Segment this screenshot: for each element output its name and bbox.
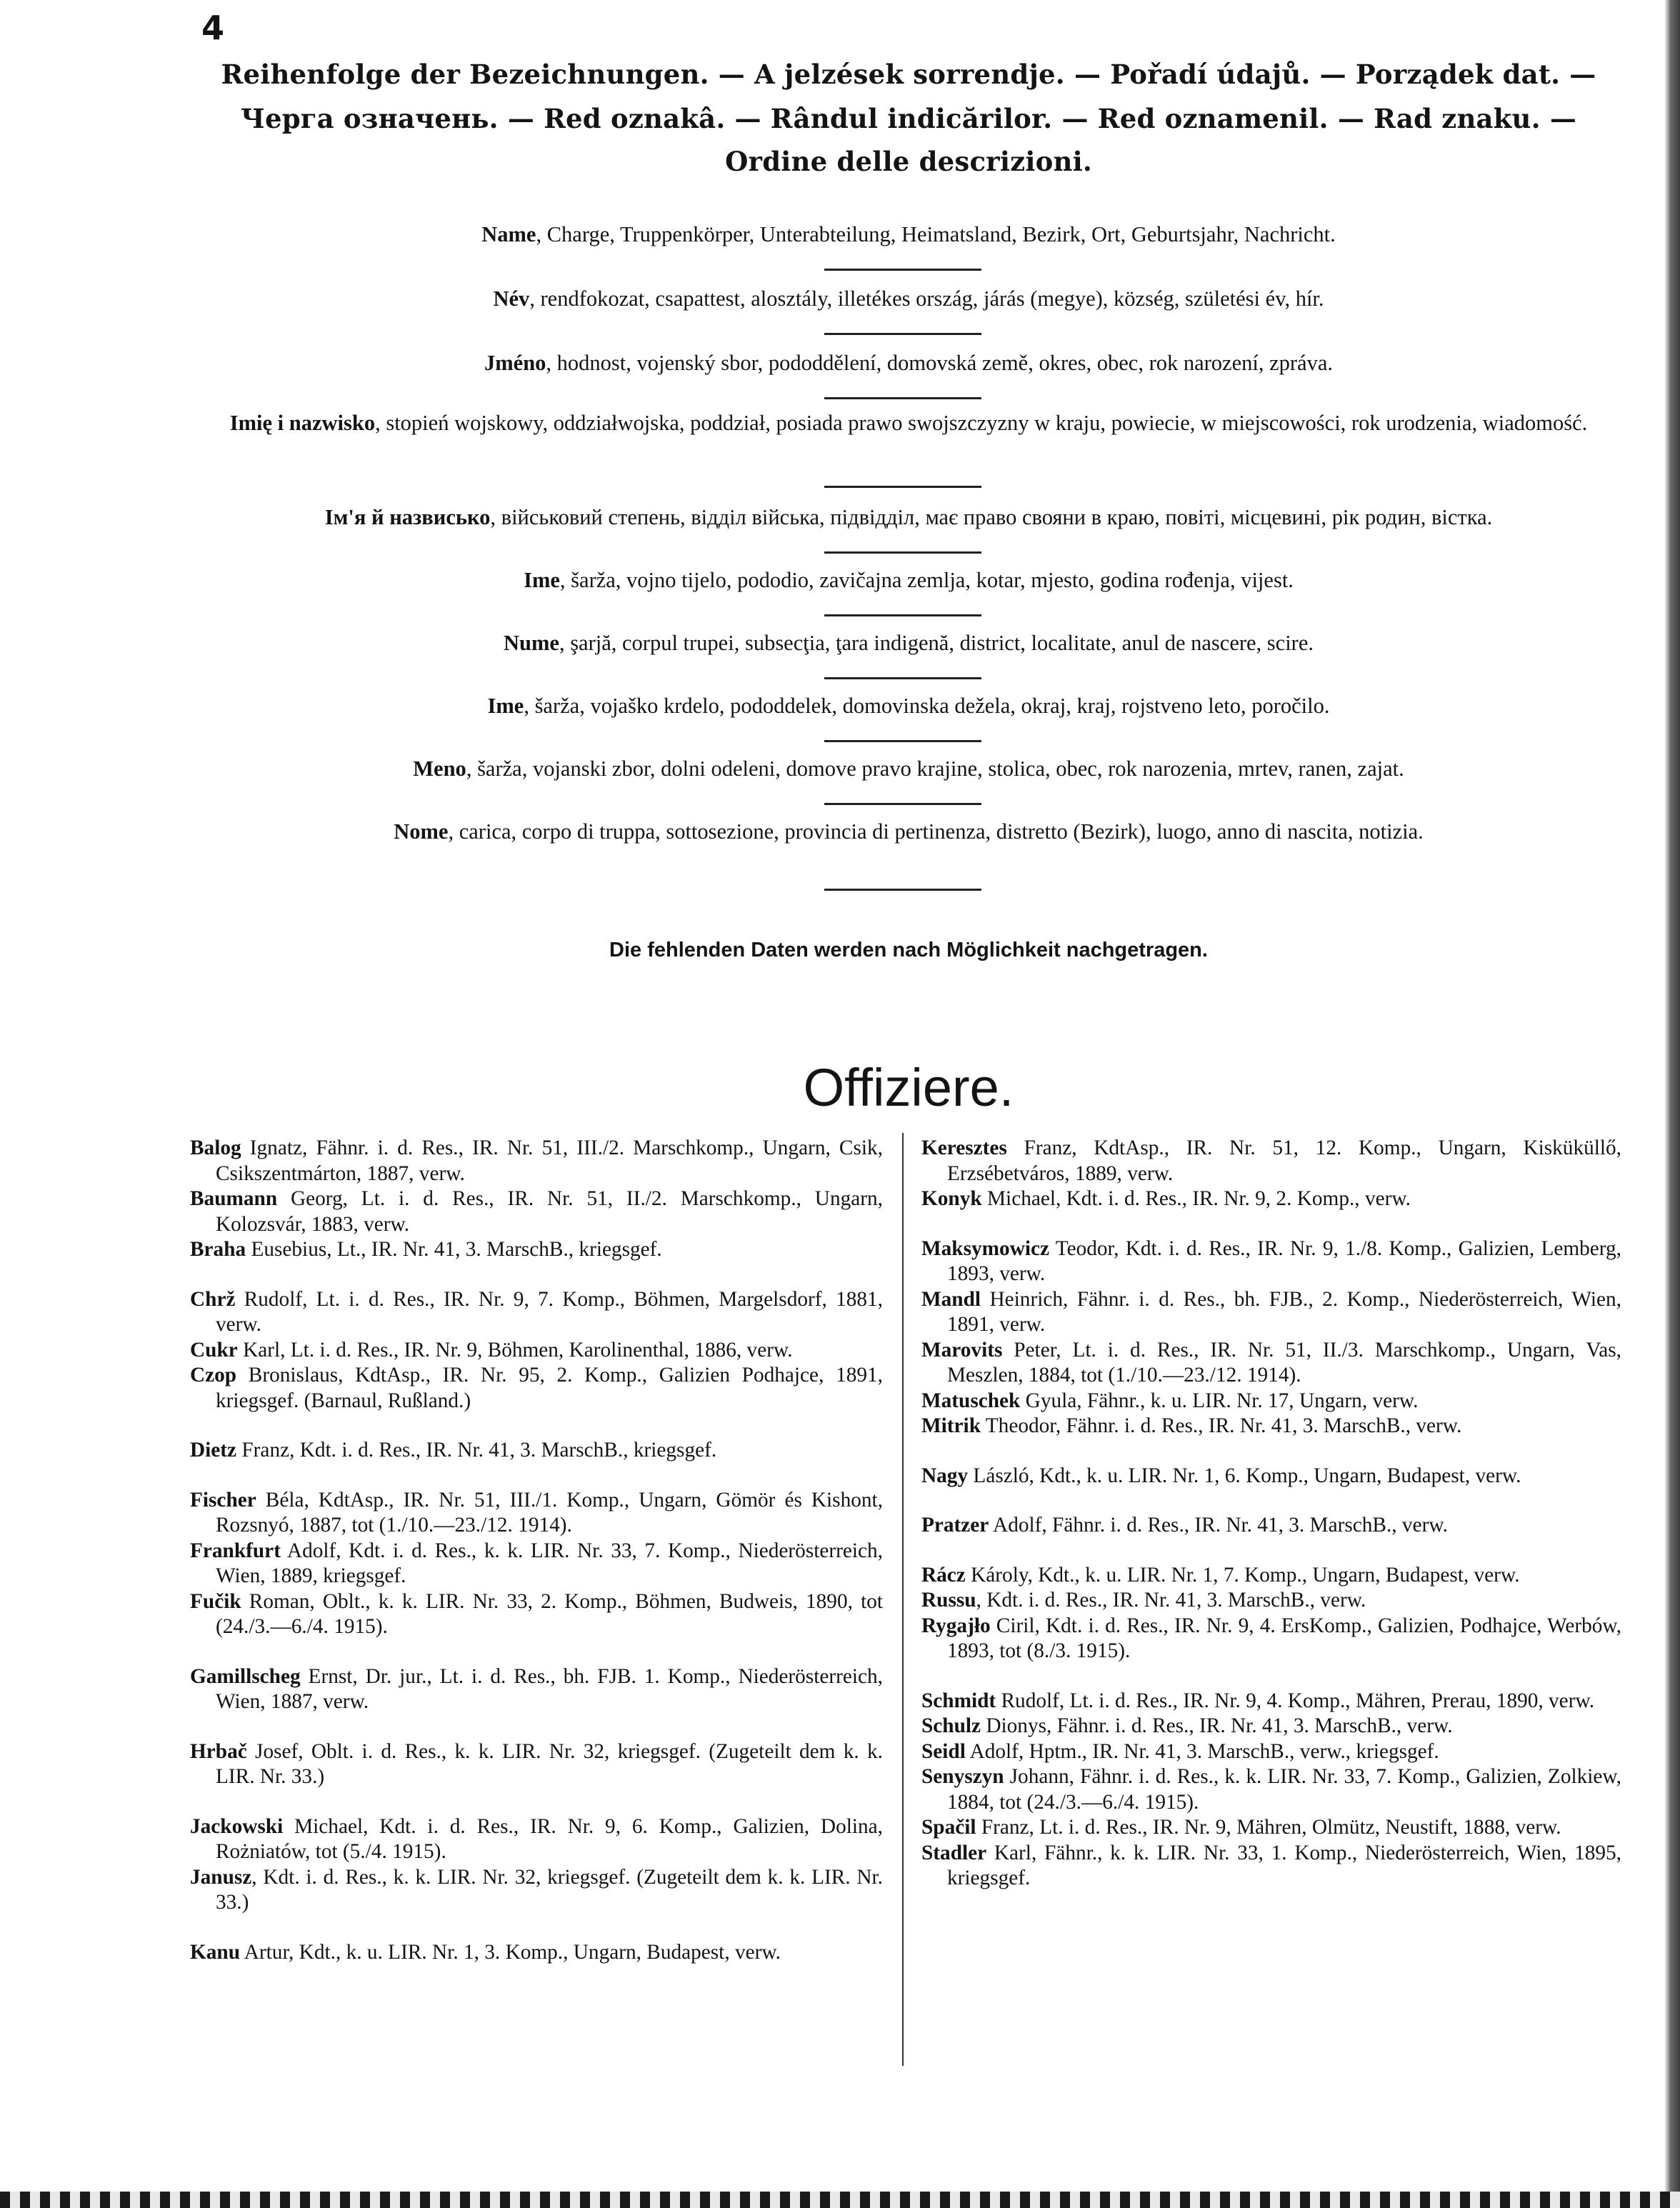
legend-german: Name, Charge, Truppenkörper, Unterabteilung, Heimatsland, Bezirk, Ort, Geburtsjahr, Nachricht. bbox=[481, 222, 1336, 246]
officer-entry bbox=[921, 1338, 1621, 1389]
officer-entry bbox=[921, 1841, 1621, 1892]
officer-surname: Maksymowicz bbox=[921, 1237, 1049, 1260]
officer-surname: Janusz bbox=[190, 1865, 252, 1889]
officer-entry bbox=[190, 1338, 883, 1364]
officer-surname: Spačil bbox=[921, 1816, 976, 1839]
scan-edge-right bbox=[1664, 0, 1680, 2208]
left-column bbox=[190, 1136, 883, 1965]
separator bbox=[824, 269, 981, 271]
officer-surname: Seidl bbox=[921, 1739, 966, 1763]
officer-surname: Rygajło bbox=[921, 1614, 991, 1637]
missing-data-note: Die fehlenden Daten werden nach Möglichkeit nachgetragen. bbox=[609, 939, 1208, 961]
officer-details: , Kdt. i. d. Res., k. k. LIR. Nr. 32, kriegsgef. (Zugeteilt dem k. k. LIR. Nr. 33.) bbox=[216, 1865, 883, 1914]
officer-entry bbox=[190, 1814, 883, 1865]
legend-czech: Jméno, hodnost, vojenský sbor, pododdělení, domovská země, okres, obec, rok narození, zpráva. bbox=[484, 351, 1333, 375]
separator bbox=[824, 614, 981, 616]
officer-entry bbox=[921, 1714, 1621, 1739]
officer-surname: Baumann bbox=[190, 1187, 278, 1210]
officer-surname: Dietz bbox=[190, 1439, 237, 1462]
header-line-1: Reihenfolge der Bezeichnungen. — A jelzések sorrendje. — Pořadí údajů. — Porządek dat. — bbox=[221, 59, 1596, 90]
officer-entry bbox=[190, 1488, 883, 1539]
officer-details: Bronislaus, KdtAsp., IR. Nr. 95, 2. Komp., Galizien Podhajce, 1891, kriegsgef. (Barnaul, Rußland.) bbox=[216, 1364, 883, 1412]
separator bbox=[824, 333, 981, 335]
officer-surname: Nagy bbox=[921, 1464, 969, 1487]
officer-entry bbox=[921, 1136, 1621, 1187]
officer-details: Michael, Kdt. i. d. Res., IR. Nr. 9, 6. Komp., Galizien, Dolina, Rożniatów, tot (5./4. 1915). bbox=[216, 1814, 883, 1863]
separator bbox=[824, 803, 981, 805]
scan-edge-bottom bbox=[0, 2192, 1680, 2208]
officer-surname: Cukr bbox=[190, 1338, 238, 1362]
section-title: Offiziere. bbox=[803, 1058, 1014, 1117]
officer-entry bbox=[190, 1539, 883, 1589]
officer-details: Adolf, Hptm., IR. Nr. 41, 3. MarschB., verw., kriegsgef. bbox=[965, 1739, 1439, 1763]
officer-surname: Frankfurt bbox=[190, 1539, 281, 1562]
officer-surname: Mitrik bbox=[921, 1414, 981, 1437]
officer-entry bbox=[921, 1187, 1621, 1212]
officer-details: Peter, Lt. i. d. Res., IR. Nr. 51, II./3. Marschkomp., Ungarn, Vas, Meszlen, 1884, tot (1./10.—23./12. 1914). bbox=[947, 1338, 1621, 1387]
officer-details: Franz, KdtAsp., IR. Nr. 51, 12. Komp., Ungarn, Kisküküllő, Erzsébetváros, 1889, verw. bbox=[947, 1137, 1621, 1185]
officer-entry bbox=[190, 1363, 883, 1414]
officer-surname: Jackowski bbox=[190, 1814, 284, 1838]
officer-entry bbox=[190, 1865, 883, 1916]
separator bbox=[824, 740, 981, 742]
officer-details: Teodor, Kdt. i. d. Res., IR. Nr. 9, 1./8. Komp., Galizien, Lemberg, 1893, verw. bbox=[947, 1237, 1621, 1285]
separator bbox=[824, 397, 981, 399]
officer-entry bbox=[921, 1815, 1621, 1841]
officer-surname: Schulz bbox=[921, 1714, 981, 1737]
legend-italian: Nome, carica, corpo di truppa, sottosezione, provincia di pertinenza, distretto (Bezirk), luogo, anno di nascita, notizia. bbox=[394, 819, 1424, 844]
officer-entry bbox=[190, 1287, 883, 1338]
officer-surname: Konyk bbox=[921, 1187, 982, 1210]
officer-entry bbox=[921, 1414, 1621, 1439]
officer-surname: Fučik bbox=[190, 1589, 241, 1613]
officer-details: Artur, Kdt., k. u. LIR. Nr. 1, 3. Komp., Ungarn, Budapest, verw. bbox=[240, 1940, 781, 1964]
officer-details: Roman, Oblt., k. k. LIR. Nr. 33, 2. Komp., Böhmen, Budweis, 1890, tot (24./3.—6./4. 1915). bbox=[216, 1589, 883, 1638]
page-number: 4 bbox=[201, 9, 225, 47]
officer-surname: Gamillscheg bbox=[190, 1664, 301, 1688]
officer-entry bbox=[190, 1438, 883, 1464]
legend-slovenian: Ime, šarža, vojaško krdelo, pododdelek, domovinska dežela, okraj, kraj, rojstveno leto, poročilo. bbox=[487, 694, 1330, 718]
officer-entry bbox=[921, 1237, 1621, 1287]
right-column bbox=[921, 1136, 1621, 1892]
officer-entry bbox=[921, 1739, 1621, 1765]
officer-entry bbox=[921, 1588, 1621, 1614]
separator bbox=[824, 486, 981, 488]
officer-details: Ernst, Dr. jur., Lt. i. d. Res., bh. FJB. 1. Komp., Niederösterreich, Wien, 1887, verw. bbox=[216, 1664, 883, 1713]
officer-details: Rudolf, Lt. i. d. Res., IR. Nr. 9, 7. Komp., Böhmen, Margelsdorf, 1881, verw. bbox=[216, 1287, 883, 1336]
officer-entry bbox=[190, 1940, 883, 1966]
officer-surname: Braha bbox=[190, 1238, 246, 1261]
separator bbox=[824, 551, 981, 554]
officer-surname: Schmidt bbox=[921, 1689, 996, 1712]
officer-surname: Stadler bbox=[921, 1841, 987, 1864]
officer-surname: Balog bbox=[190, 1137, 241, 1159]
legend-croatian: Ime, šarža, vojno tijelo, pododio, zavičajna zemlja, kotar, mjesto, godina rođenja, vijest. bbox=[524, 568, 1294, 592]
legend-ruthenian: Ім'я й назвисько, військовий степень, відділ війська, підвідділ, має право свояни в краю, повіті, місцевині, рік родин, вістка. bbox=[324, 505, 1493, 529]
officer-entry bbox=[921, 1563, 1621, 1589]
officer-entry bbox=[190, 1187, 883, 1237]
column-divider bbox=[902, 1133, 904, 2066]
header-line-3: Ordine delle descrizioni. bbox=[725, 146, 1092, 177]
officer-surname: Hrbač bbox=[190, 1739, 247, 1763]
officer-details: László, Kdt., k. u. LIR. Nr. 1, 6. Komp., Ungarn, Budapest, verw. bbox=[968, 1464, 1521, 1487]
officer-details: , Kdt. i. d. Res., IR. Nr. 41, 3. MarschB., verw. bbox=[976, 1589, 1366, 1612]
legend-romanian: Nume, şarjă, corpul trupei, subsecţia, ţara indigenă, district, localitate, anul de nascere, scire. bbox=[504, 631, 1314, 655]
legend-hungarian: Név, rendfokozat, csapattest, alosztály, illetékes ország, járás (megye), község, születési év, hír. bbox=[493, 286, 1324, 311]
officer-entry bbox=[190, 1237, 883, 1263]
officer-details: Eusebius, Lt., IR. Nr. 41, 3. MarschB., kriegsgef. bbox=[246, 1238, 662, 1261]
officer-surname: Czop bbox=[190, 1364, 237, 1387]
officer-entry bbox=[921, 1464, 1621, 1489]
officer-details: Karl, Fähnr., k. k. LIR. Nr. 33, 1. Komp., Niederösterreich, Wien, 1895, kriegsgef. bbox=[947, 1841, 1621, 1889]
officer-details: Ignatz, Fähnr. i. d. Res., IR. Nr. 51, III./2. Marschkomp., Ungarn, Csik, Csikszentmárton, 1887, verw. bbox=[216, 1137, 883, 1185]
officer-surname: Chrž bbox=[190, 1287, 236, 1311]
officer-entry bbox=[190, 1664, 883, 1715]
separator bbox=[824, 889, 981, 891]
officer-details: Gyula, Fähnr., k. u. LIR. Nr. 17, Ungarn, verw. bbox=[1020, 1389, 1419, 1412]
officer-surname: Matuschek bbox=[921, 1389, 1021, 1412]
officer-details: Josef, Oblt. i. d. Res., k. k. LIR. Nr. 32, kriegsgef. (Zugeteilt dem k. k. LIR. Nr. 33.) bbox=[216, 1739, 883, 1788]
legend-slovak: Meno, šarža, vojanski zbor, dolni odeleni, domove pravo krajine, stolica, obec, rok narozenia, mrtev, ranen, zajat. bbox=[413, 756, 1404, 781]
officer-details: Ciril, Kdt. i. d. Res., IR. Nr. 9, 4. ErsKomp., Galizien, Podhajce, Werbów, 1893, tot (8./3. 1915). bbox=[947, 1614, 1621, 1662]
officer-details: Johann, Fähnr. i. d. Res., k. k. LIR. Nr. 33, 7. Komp., Galizien, Zolkiew, 1884, tot (24./3.—6./4. 1915). bbox=[947, 1765, 1621, 1814]
officer-details: Béla, KdtAsp., IR. Nr. 51, III./1. Komp., Ungarn, Gömör és Kishont, Rozsnyó, 1887, tot (1./10.—23./12. 1914). bbox=[216, 1488, 883, 1537]
officer-details: Adolf, Fähnr. i. d. Res., IR. Nr. 41, 3. MarschB., verw. bbox=[989, 1514, 1448, 1537]
officer-entry bbox=[921, 1287, 1621, 1338]
officer-entry bbox=[921, 1513, 1621, 1539]
officer-details: Theodor, Fähnr. i. d. Res., IR. Nr. 41, 3. MarschB., verw. bbox=[980, 1414, 1462, 1437]
officer-details: Dionys, Fähnr. i. d. Res., IR. Nr. 41, 3. MarschB., verw. bbox=[981, 1714, 1453, 1737]
officer-entry bbox=[190, 1136, 883, 1187]
officer-details: Franz, Kdt. i. d. Res., IR. Nr. 41, 3. MarschB., kriegsgef. bbox=[236, 1439, 717, 1462]
officer-details: Franz, Lt. i. d. Res., IR. Nr. 9, Mähren, Olmütz, Neustift, 1888, verw. bbox=[976, 1816, 1561, 1839]
officer-details: Károly, Kdt., k. u. LIR. Nr. 1, 7. Komp., Ungarn, Budapest, verw. bbox=[965, 1563, 1520, 1587]
officer-entry bbox=[190, 1589, 883, 1640]
officer-surname: Keresztes bbox=[921, 1137, 1007, 1159]
officer-entry bbox=[190, 1739, 883, 1790]
officer-surname: Fischer bbox=[190, 1488, 256, 1512]
officer-entry bbox=[921, 1389, 1621, 1414]
officer-details: Heinrich, Fähnr. i. d. Res., bh. FJB., 2. Komp., Niederösterreich, Wien, 1891, verw. bbox=[947, 1287, 1621, 1336]
officer-entry bbox=[921, 1764, 1621, 1815]
header-line-2: Черга означень. — Red oznakâ. — Rândul indicărilor. — Red oznamenil. — Rad znaku. — bbox=[240, 103, 1577, 134]
officer-details: Rudolf, Lt. i. d. Res., IR. Nr. 9, 4. Komp., Mähren, Prerau, 1890, verw. bbox=[996, 1689, 1595, 1712]
officer-entry bbox=[921, 1689, 1621, 1714]
officer-details: Michael, Kdt. i. d. Res., IR. Nr. 9, 2. Komp., verw. bbox=[981, 1187, 1411, 1210]
officer-surname: Rácz bbox=[921, 1563, 966, 1587]
officer-surname: Pratzer bbox=[921, 1514, 989, 1537]
officer-entry bbox=[921, 1614, 1621, 1664]
officer-surname: Marovits bbox=[921, 1338, 1003, 1362]
officer-surname: Senyszyn bbox=[921, 1765, 1004, 1788]
separator bbox=[824, 677, 981, 679]
officer-surname: Mandl bbox=[921, 1287, 981, 1311]
officer-details: Adolf, Kdt. i. d. Res., k. k. LIR. Nr. 33, 7. Komp., Niederösterreich, Wien, 1889, kriegsgef. bbox=[216, 1539, 883, 1587]
officer-surname: Russu bbox=[921, 1589, 976, 1612]
officer-details: Karl, Lt. i. d. Res., IR. Nr. 9, Böhmen, Karolinenthal, 1886, verw. bbox=[237, 1338, 793, 1362]
legend-polish: Imię i nazwisko, stopień wojskowy, oddziałwojska, poddział, posiada prawo swojszczyzny w kraju, powiecie, w miejscowości, rok urodzenia, wiadomość. bbox=[229, 411, 1588, 435]
officer-surname: Kanu bbox=[190, 1940, 241, 1964]
officer-details: Georg, Lt. i. d. Res., IR. Nr. 51, II./2. Marschkomp., Ungarn, Kolozsvár, 1883, verw. bbox=[216, 1187, 883, 1236]
